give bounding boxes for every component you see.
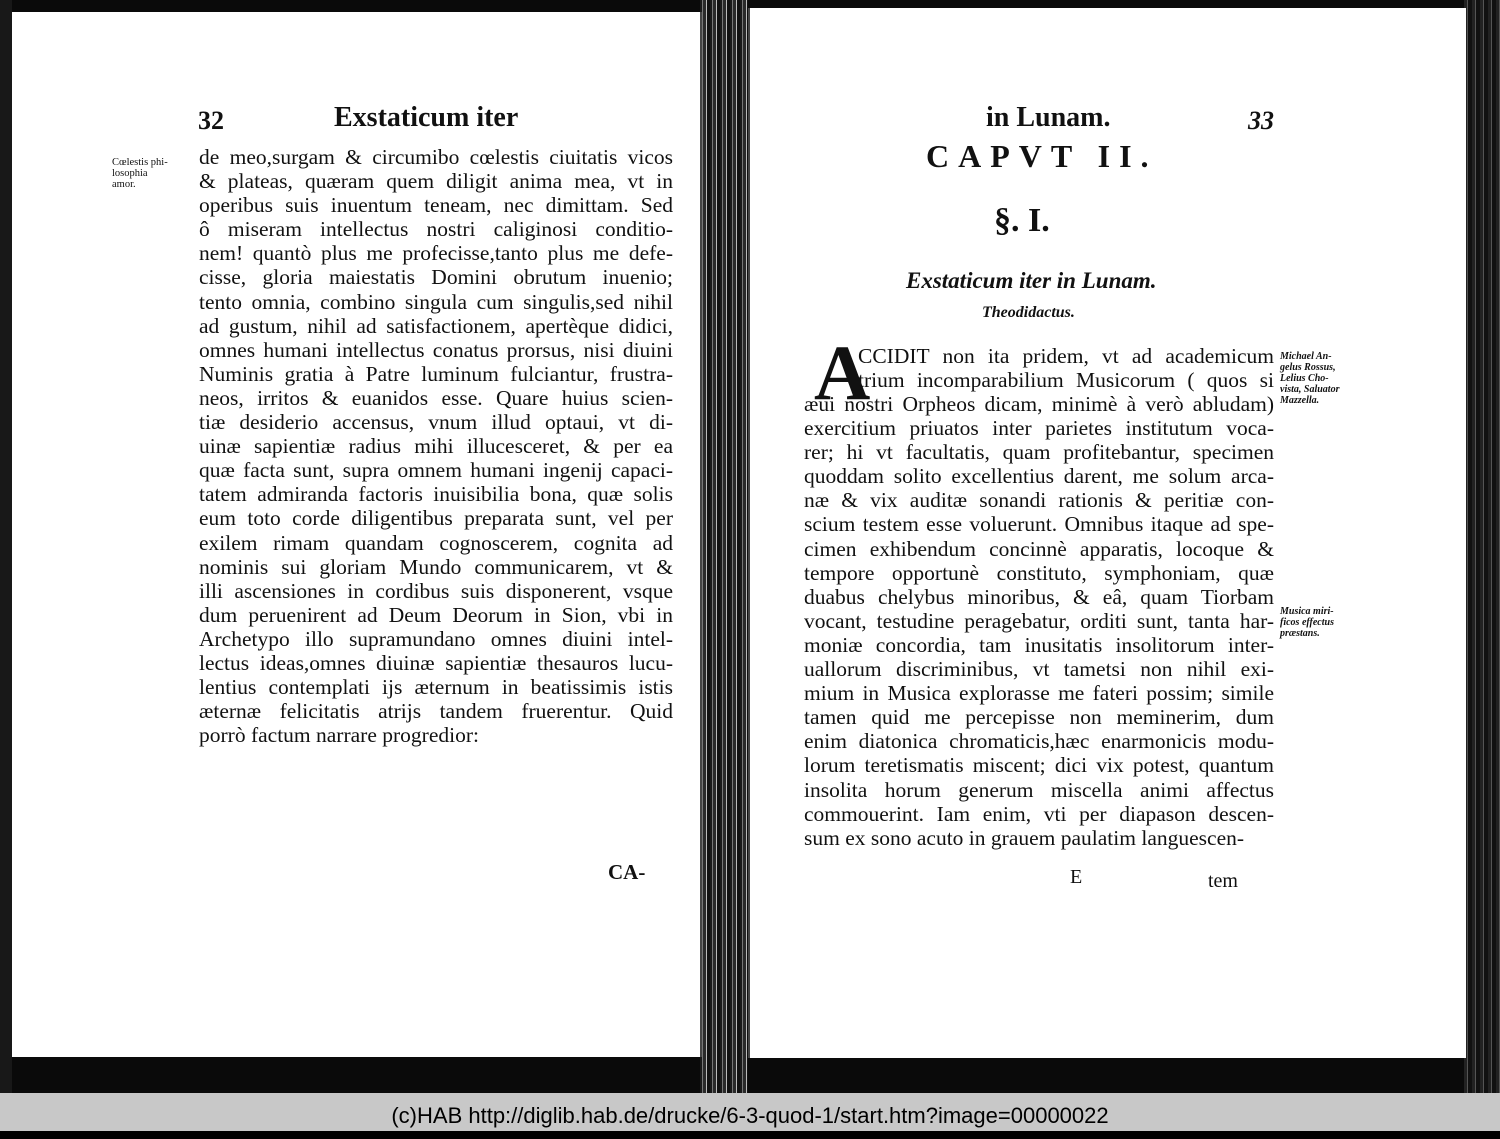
text-line: & plateas, quæram quem diligit anima mea, vt in (199, 169, 673, 194)
text-line: Archetypo illo supramundano omnes diuini intel- (199, 626, 673, 651)
text-line: enim diatonica chromaticis,hæc enarmonicis modu- (804, 729, 1274, 754)
right-edge-shadow (1464, 0, 1500, 1093)
right-margin-note-music: Musica miri- ficos effectus præstans. (1280, 606, 1334, 639)
text-line: lectus ideas,omnes diuinæ sapientiæ thesauros lucu- (199, 650, 673, 675)
text-line: illi ascensiones in cordibus suis disponerent, vsque (199, 578, 673, 603)
right-catchword: tem (1208, 870, 1238, 892)
text-line: nem! quantò plus me profecisse,tanto plus me defe- (199, 241, 673, 266)
right-body-text (804, 392, 1274, 850)
text-line: lentius contemplati ijs æternum in beatissimis istis (199, 675, 673, 700)
text-line: sum ex sono acuto in grauem paulatim languescen- (804, 825, 1245, 850)
text-line: ad gustum, nihil ad satisfactionem, apertèque didici, (199, 313, 673, 338)
text-line: quæ facta sunt, supra omnem humani ingenij capaci- (199, 458, 673, 483)
text-line: moniæ concordia, tam inusitatis insolitorum inter- (804, 632, 1274, 657)
text-line: Numinis gratia à Patre luminum fulciantur, frustra- (199, 361, 673, 386)
text-line: cimen exhibendum concinnè apparatis, locoque & (804, 536, 1274, 561)
book-gutter (700, 0, 748, 1093)
text-line: insolita horum generum miscella animi affectus (804, 777, 1274, 802)
right-margin-note-musicians: Michael An- gelus Rossus, Lelius Cho- vista, Saluator Mazzella. (1280, 351, 1340, 406)
left-running-title: Exstaticum iter (334, 102, 519, 133)
left-catchword: CA- (608, 860, 646, 884)
text-line: cisse, gloria maiestatis Domini obrutum inuenio; (199, 265, 673, 290)
left-edge-shadow (0, 0, 12, 1093)
text-line: rer; hi vt facultatis, quam profitebantur, specimen (804, 440, 1274, 465)
left-body-text (199, 145, 673, 747)
text-line: neos, irritos & euanidos esse. Quare huius scien- (199, 385, 673, 410)
text-line: næ & vix auditæ sonandi rationis & peritiæ con- (804, 488, 1274, 513)
text-line: uallorum discriminibus, vt tametsi non nihil exi- (804, 657, 1274, 682)
left-margin-note: Cœlestis phi- losophia amor. (112, 157, 168, 190)
text-line: vocant, testudine peragebatur, orditi sunt, tanta har- (804, 608, 1274, 633)
text-line: uinæ sapientiæ radius mihi illucesceret, & per ea (199, 434, 673, 459)
speaker-name: Theodidactus. (982, 304, 1075, 321)
left-page-number: 32 (198, 106, 224, 135)
text-line: æui nostri Orpheos dicam, minimè à verò abludam) (804, 392, 1274, 416)
copyright-footer: (c)HAB http://diglib.hab.de/drucke/6-3-quod-1/start.htm?image=00000022 (0, 1093, 1500, 1131)
text-line: tempore opportunè constituto, symphoniam, quæ (804, 560, 1274, 585)
section-heading: Exstaticum iter in Lunam. (906, 268, 1157, 293)
text-line: scium testem esse voluerunt. Omnibus itaque ad spe- (804, 512, 1274, 537)
right-page (748, 8, 1466, 1058)
drop-cap: A (814, 329, 871, 416)
text-line: quoddam solito excellentius darent, me solum arca- (804, 464, 1274, 489)
text-line: lorum teretismatis miscent; dici vix potest, quantum (804, 753, 1274, 778)
left-page (12, 12, 702, 1057)
text-line: tento omnia, combino singula cum singulis,sed nihil (199, 289, 673, 314)
right-opening-lines: CCIDIT non ita pridem, vt ad academicum trium incomparabilium Musicorum ( quos si (858, 344, 1274, 393)
section-mark: §. I. (994, 202, 1050, 239)
text-line: duabus chelybus minoribus, & eâ, quam Tiorbam (804, 584, 1274, 609)
text-line: tatem admiranda factoris inuisibilia bona, quæ solis (199, 482, 673, 507)
text-line: ô miseram intellectus nostri caliginosi conditio- (199, 217, 673, 242)
right-running-title: in Lunam. (986, 102, 1111, 133)
text-line: commouerint. Iam enim, vti per diapason descen- (804, 801, 1274, 826)
text-line: tiæ desiderio accensus, vnum illud optaui, vt di- (199, 410, 673, 435)
chapter-title: CAPVT II. (926, 138, 1158, 174)
text-line: operibus suis inuentum teneam, nec dimittam. Sed (199, 193, 673, 218)
text-line: de meo,surgam & circumibo cœlestis ciuitatis vicos (199, 145, 673, 169)
text-line: omnes humani intellectus conatus prorsus, nisi diuini (199, 337, 673, 362)
text-line: porrò factum narrare progredior: (199, 723, 479, 748)
text-line: exercitium priuatos inter parietes institutum voca- (804, 416, 1274, 441)
text-line: exilem rimam quandam cognoscerem, cognita ad (199, 530, 673, 555)
text-line: tamen quid me percepisse non meminerim, dum (804, 705, 1274, 730)
text-line: eum toto corde diligentibus preparata sunt, vel per (199, 506, 673, 531)
text-line: æternæ felicitatis atrijs tandem fruerentur. Quid (199, 699, 673, 724)
signature-mark: E (1070, 866, 1083, 888)
text-line: dum peruenirent ad Deum Deorum in Sion, vbi in (199, 602, 673, 627)
text-line: mium in Musica explorasse me fateri possim; simile (804, 681, 1274, 706)
right-page-number: 33 (1248, 106, 1274, 135)
text-line: nominis sui gloriam Mundo communicarem, vt & (199, 554, 673, 579)
